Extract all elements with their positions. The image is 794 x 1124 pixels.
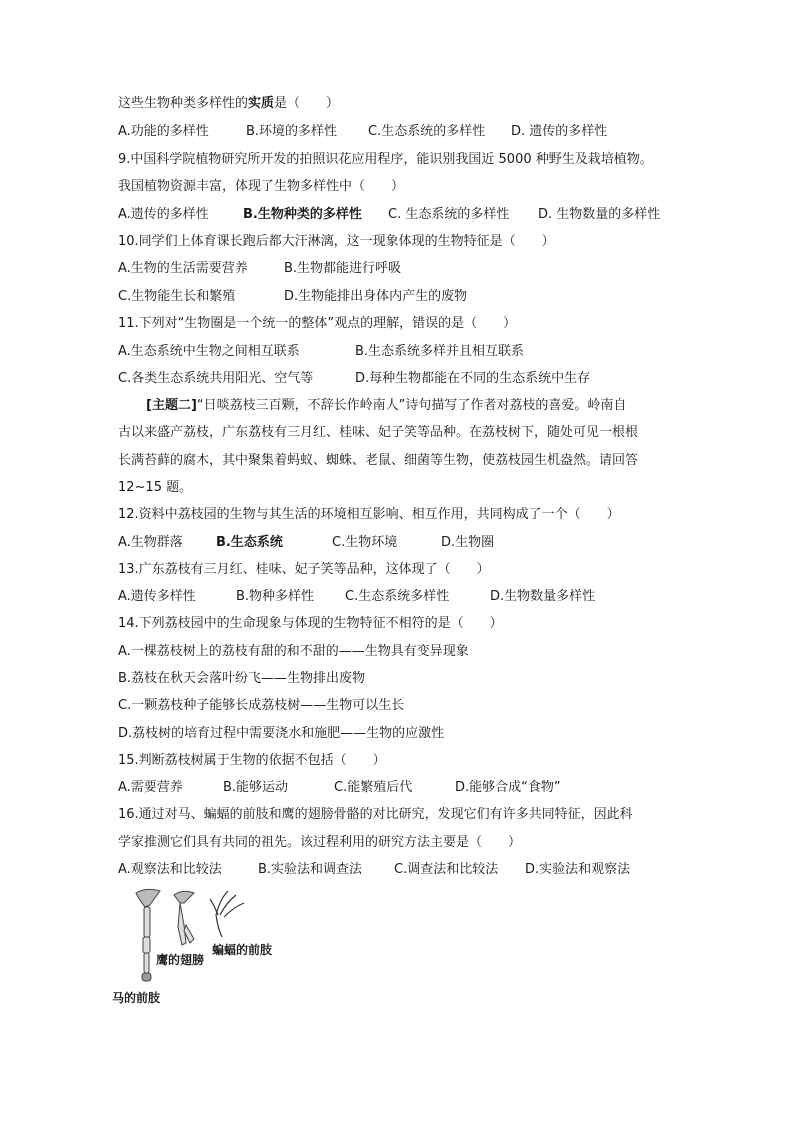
q10-option-b: B.生物都能进行呼吸 bbox=[284, 261, 402, 276]
q8-option-c: C.生态系统的多样性 bbox=[368, 124, 486, 139]
q12-option-b: B.生态系统 bbox=[216, 535, 283, 550]
q16-option-c: C.调查法和比较法 bbox=[394, 862, 499, 877]
q11-option-c: C.各类生态系统共用阳光、空气等 bbox=[118, 371, 314, 386]
q9-option-c: C. 生态系统的多样性 bbox=[388, 207, 510, 222]
q10-option-a: A.生物的生活需要营养 bbox=[118, 261, 248, 276]
q10-option-d: D.生物能排出身体内产生的废物 bbox=[284, 289, 468, 304]
q14-option-a: A.一棵荔枝树上的荔枝有甜的和不甜的——生物具有变异现象 bbox=[118, 644, 469, 659]
q13-option-a: A.遗传多样性 bbox=[118, 589, 196, 604]
q15-option-c: C.能繁殖后代 bbox=[334, 780, 413, 795]
q16-option-a: A.观察法和比较法 bbox=[118, 862, 222, 877]
q8-option-a: A.功能的多样性 bbox=[118, 124, 209, 139]
q14-stem: 14.下列荔枝园中的生命现象与体现的生物特征不相符的是（ ） bbox=[118, 616, 503, 631]
topic2-line3: 长满苔藓的腐木，其中聚集着蚂蚁、蜘蛛、老鼠、细菌等生物，使荔枝园生机盎然。请回答 bbox=[118, 453, 639, 468]
q16-stem-line1: 16.通过对马、蝙蝠的前肢和鹰的翅膀骨骼的对比研究，发现它们有许多共同特征，因此科 bbox=[118, 807, 633, 822]
eagle-wing-caption: 鹰的翅膀 bbox=[156, 953, 205, 967]
q16-option-b: B.实验法和调查法 bbox=[258, 862, 363, 877]
q11-option-a: A.生态系统中生物之间相互联系 bbox=[118, 344, 300, 359]
q8-stem-emphasis: 实质 bbox=[248, 96, 275, 111]
q12-option-a: A.生物群落 bbox=[118, 535, 183, 550]
topic2-line1 bbox=[146, 397, 626, 415]
q9-stem-line1: 9.中国科学院植物研究所开发的拍照识花应用程序，能识别我国近 5000 种野生及栽培植物。 bbox=[118, 152, 653, 167]
q8-option-d: D. 遗传的多样性 bbox=[511, 124, 608, 139]
topic2-line2: 古以来盛产荔枝，广东荔枝有三月红、桂味、妃子笑等品种。在荔枝树下，随处可见一根根 bbox=[118, 425, 639, 440]
q11-stem: 11.下列对“生物圈是一个统一的整体”观点的理解，错误的是（ ） bbox=[118, 316, 517, 331]
topic2-label: [主题二] bbox=[146, 398, 197, 413]
q8-option-b: B.环境的多样性 bbox=[246, 124, 338, 139]
q14-option-b: B.荔枝在秋天会落叶纷飞——生物排出废物 bbox=[118, 671, 366, 686]
q9-option-a: A.遗传的多样性 bbox=[118, 207, 209, 222]
bone-illustration bbox=[112, 885, 292, 985]
q15-option-b: B.能够运动 bbox=[223, 780, 289, 795]
q8-stem-tail: 是（ ） bbox=[274, 96, 340, 111]
q10-option-c: C.生物能生长和繁殖 bbox=[118, 289, 236, 304]
topic2-text1: “日啖荔枝三百颗，不辞长作岭南人”诗句描写了作者对荔枝的喜爱。岭南自 bbox=[196, 398, 627, 413]
q8-stem bbox=[118, 95, 339, 113]
q13-option-d: D.生物数量多样性 bbox=[490, 589, 596, 604]
q12-option-c: C.生物环境 bbox=[332, 535, 398, 550]
eagle-wing-drawing bbox=[174, 891, 194, 945]
q11-option-b: B.生态系统多样并且相互联系 bbox=[355, 344, 525, 359]
q12-stem: 12.资料中荔枝园的生物与其生活的环境相互影响、相互作用，共同构成了一个（ ） bbox=[118, 507, 620, 522]
q12-option-d: D.生物圈 bbox=[441, 535, 495, 550]
q13-stem: 13.广东荔枝有三月红、桂味、妃子笑等品种，这体现了（ ） bbox=[118, 562, 490, 577]
q15-option-d: D.能够合成“食物” bbox=[455, 780, 561, 795]
q9-option-b: B.生物种类的多样性 bbox=[243, 207, 362, 222]
q9-option-d: D. 生物数量的多样性 bbox=[538, 207, 661, 222]
topic2-line4: 12~15 题。 bbox=[118, 480, 193, 495]
bat-forelimb-drawing bbox=[210, 891, 244, 937]
q16-stem-line2: 学家推测它们具有共同的祖先。该过程利用的研究方法主要是（ ） bbox=[118, 835, 522, 850]
forelimb-bones-figure bbox=[112, 885, 292, 1005]
bat-forelimb-caption: 蝙蝠的前肢 bbox=[212, 943, 273, 957]
q16-option-d: D.实验法和观察法 bbox=[525, 862, 631, 877]
q8-stem-text: 这些生物种类多样性的 bbox=[118, 96, 249, 111]
horse-forelimb-caption: 马的前肢 bbox=[112, 991, 161, 1005]
q15-stem: 15.判断荔枝树属于生物的依据不包括（ ） bbox=[118, 753, 386, 768]
q13-option-b: B.物种多样性 bbox=[236, 589, 315, 604]
q14-option-c: C.一颗荔枝种子能够长成荔枝树——生物可以生长 bbox=[118, 698, 405, 713]
q10-stem: 10.同学们上体育课长跑后都大汗淋漓，这一现象体现的生物特征是（ ） bbox=[118, 234, 555, 249]
q14-option-d: D.荔枝树的培育过程中需要浇水和施肥——生物的应激性 bbox=[118, 726, 445, 741]
q13-option-c: C.生态系统多样性 bbox=[345, 589, 450, 604]
q11-option-d: D.每种生物都能在不同的生态系统中生存 bbox=[355, 371, 591, 386]
q15-option-a: A.需要营养 bbox=[118, 780, 183, 795]
q9-stem-line2: 我国植物资源丰富，体现了生物多样性中（ ） bbox=[118, 179, 405, 194]
